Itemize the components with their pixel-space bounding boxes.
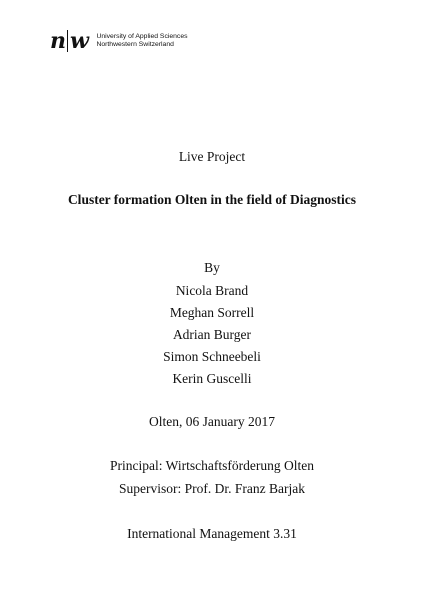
course-name: International Management 3.31 <box>127 526 297 541</box>
document-title: Cluster formation Olten in the field of Diagnostics <box>67 192 357 207</box>
logo-mark-left: n <box>50 28 66 54</box>
fhnw-logo-mark <box>50 30 88 52</box>
institution-logo <box>50 30 188 52</box>
supervisor: Supervisor: Prof. Dr. Franz Barjak <box>119 481 305 496</box>
author-name: Meghan Sorrell <box>169 305 255 320</box>
institution-name-line1: University of Applied Sciences <box>96 32 188 40</box>
by-label: By <box>204 260 220 275</box>
author-name: Nicola Brand <box>175 283 249 298</box>
logo-mark-right: w <box>70 28 89 54</box>
principal: Principal: Wirtschaftsförderung Olten <box>110 458 314 473</box>
author-name: Kerin Guscelli <box>172 371 252 386</box>
institution-name-line2: Northwestern Switzerland <box>96 41 174 48</box>
document-date: Olten, 06 January 2017 <box>149 414 275 429</box>
logo-divider <box>67 30 69 52</box>
institution-name <box>96 33 187 50</box>
project-type: Live Project <box>178 149 246 164</box>
author-name: Adrian Burger <box>172 327 252 342</box>
author-name: Simon Schneebeli <box>163 349 261 364</box>
